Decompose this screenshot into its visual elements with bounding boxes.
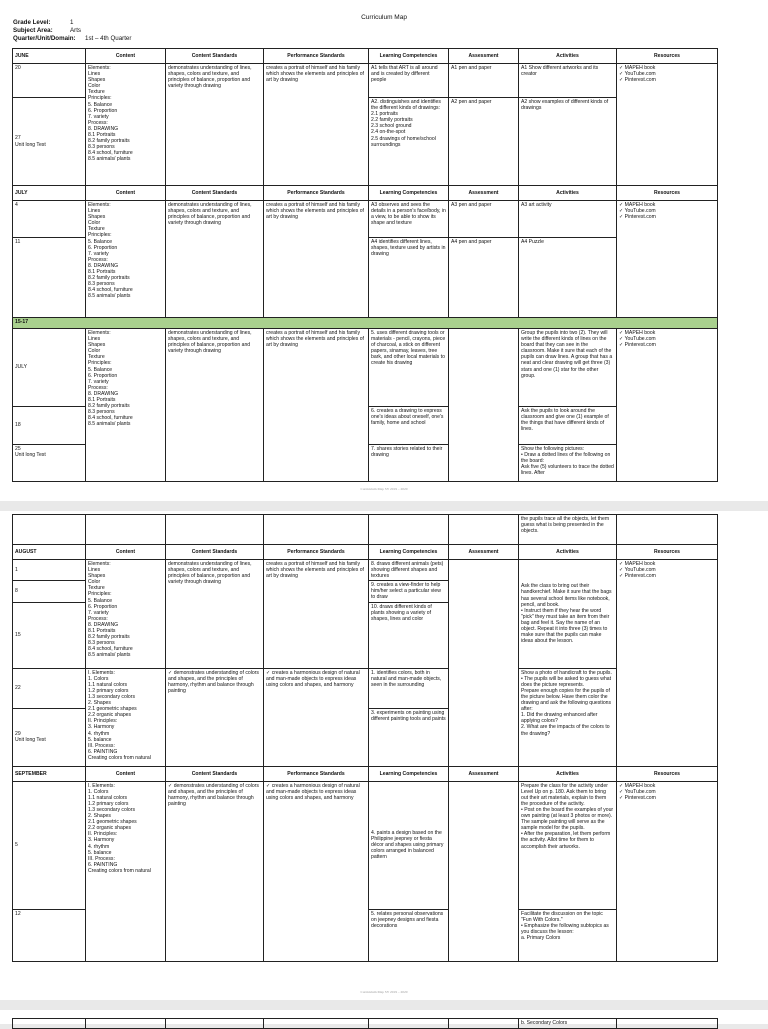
check-icon: ✓ [168,669,174,676]
grade-level: Grade Level: 1 [13,19,74,26]
standards-cell: demonstrates understanding of lines, shapes, colors and texture, and principles of balance, proportion and variety through drawing [166,560,264,669]
resource-pinterest: ✓ Pinterest.com [619,794,656,801]
competency-cell: 5. relates personal observations on jeepney designs and fiesta decorations [369,909,449,961]
standards-cell: ✓ demonstrates understanding of colors and shapes, and the principles of harmony, rhythm and balance through painting [166,668,264,766]
date-cell: 11 [13,238,86,318]
subject-area: Subject Area: Arts [13,27,82,34]
content-cell: Elements: Lines Shapes Color Texture Principles: 5. Balance 6. Proportion 7. variety Process: 8. DRAWING 8.1 Portraits 8.2 family portraits 8.3 persons 8.4 school, furniture 8.5 animals/ plants [86,201,166,318]
performance-cell: ✓ creates a harmonious design of natural and man-made objects to express ideas using colors and shapes, and harmony [264,668,369,766]
competency-cell: 6. creates a drawing to express one's ideas about oneself, one's family, home and school [369,407,449,445]
assessment-cell: A1 pen and paper [449,64,519,98]
competency-cell: 9. creates a view-finder to help him/her select a particular view to draw [369,581,449,602]
header-resources: Resources [617,545,718,560]
week-band: 15-17 [13,318,718,329]
date-cell: 29 Unit long Test [13,708,86,766]
standards-cell: demonstrates understanding of lines, shapes, colors and texture, and principles of balance, proportion and variety through drawing [166,329,264,482]
resource-pinterest: ✓ Pinterest.com [619,342,656,349]
month-august: AUGUST [13,545,86,560]
activity-cell: Show a photo of handicraft to the pupils. • The pupils will be asked to guess what does the picture represents. Prepare enough copies for the pupils of the picture below. Have them color the drawing and ask the following questions after: 1. Did the drawing enhanced after applying colors? 2. What are the impacts of the colors to the drawing? [519,668,617,766]
resources-cell [617,329,718,482]
activity-cell: Facilitate the discussion on the topic "Fun With Colors." • Emphasize the following subtopics as you discuss the lesson: a. Primary Colors [519,909,617,961]
resources-cell [617,560,718,767]
document-title: Curriculum Map [361,14,407,21]
assessment-cell [449,781,519,961]
content-cell: I. Elements: 1. Colors 1.1 natural colors 1.2 primary colors 1.3 secondary colors 2. Shapes 2.1 geometric shapes 2.2 organic shapes II. Principles: 3. Harmony 4. rhythm 5. balance III. Process: 6. PAINTING Creating colors from natural [86,668,166,766]
resource-mapeh-book: ✓ MAPEH book [619,782,656,789]
header-activities: Activities [519,545,617,560]
header-performance: Performance Standards [264,49,369,64]
competency-cell: 7. shares stories related to their drawing [369,445,449,482]
resource-youtube: ✓ YouTube.com [619,208,656,215]
check-icon: ✓ [168,782,174,789]
performance-cell: creates a portrait of himself and his family which shows the elements and principles of art by drawing [264,560,369,669]
page-footer: Curriculum Map SY 2019 – 2020 [360,487,408,491]
page-footer: Curriculum Map SY 2019 – 2020 [360,990,408,994]
header-assessment: Assessment [449,545,519,560]
competency-cell: 5. uses different drawing tools or materials - pencil, crayons, piece of charcoal, a stick on different papers, sinamay, leaves, tree bark, and other local materials to create his drawing [369,329,449,407]
activity-cell: Group the pupils into two (2). They will write the different kinds of lines on the board that they can see in the classroom. Make it sure that each of the pupils can draw lines. A group that has a neat and clear drawing will get three (3) stars and one (1) star for the other group. [519,329,617,407]
date-cell: 15 [13,602,86,668]
activity-cell: Show the following pictures: • Draw a dotted lines of the following on the board: Ask five (5) volunteers to trace the dotted lines. After [519,445,617,482]
resource-youtube: ✓ YouTube.com [619,336,656,343]
activity-cell: A2 show examples of different kinds of drawings [519,98,617,186]
competency-cell: A4 identifies different lines, shapes, texture used by artists in drawing [369,238,449,318]
header-competencies: Learning Competencies [369,186,449,201]
activity-cell: Prepare the class for the activity under Level Up on p. 180. Ask them to bring out their art materials, explain to them the procedure of the activity. • Post on the board the examples of your own painting (at least 3 photos or more). The sample painting will serve as the sample model for the pupils. • After the preparation, let them perform the activity. Allot time for them to accomplish their artworks. [519,781,617,909]
header-resources: Resources [617,186,718,201]
month-june: JUNE [13,49,86,64]
assessment-cell: A2 pen and paper [449,98,519,186]
date-cell: 25 Unit long Test [13,445,86,482]
quarter-domain: Quarter/Unit/Domain: 1st – 4th Quarter [13,35,132,42]
date-cell: 22 [13,668,86,708]
content-cell: Elements: Lines Shapes Color Texture Principles: 5. Balance 6. Proportion 7. variety Process: 8. DRAWING 8.1 Portraits 8.2 family portraits 8.3 persons 8.4 school, furniture 8.5 animals/ plants [86,329,166,482]
header-competencies: Learning Competencies [369,49,449,64]
resource-mapeh-book: ✓ MAPEH book [619,561,656,567]
activity-cell: A4 Puzzle [519,238,617,318]
performance-cell: creates a portrait of himself and his family which shows the elements and principles of art by drawing [264,201,369,318]
competency-cell: 1. identifies colors, both in natural and man-made objects, seen in the surrounding [369,668,449,708]
competency-cell: A3 observes and sees the details in a person's face/body, in a view, to be able to show its shape and texture [369,201,449,238]
header-activities: Activities [519,49,617,64]
check-icon: ✓ [266,782,272,789]
page-2 [0,511,768,1000]
header-competencies: Learning Competencies [369,766,449,781]
competency-cell: A2. distinguishes and identifies the different kinds of drawings: 2.1 portraits 2.2 family portraits 2.3 school ground 2.4 on-the-spot 2.5 drawings of home/school surroundings [369,98,449,186]
date-cell: 18 [13,407,86,445]
date-cell: 1 [13,560,86,581]
activity-cell: the pupils trace all the objects, let them guess what is being presented in the objects. [519,515,617,545]
resource-pinterest: ✓ Pinterest.com [619,214,656,221]
header-standards: Content Standards [166,186,264,201]
standards-cell: ✓ demonstrates understanding of colors and shapes, and the principles of harmony, rhythm and balance through painting [166,781,264,961]
resource-youtube: ✓ YouTube.com [619,71,656,78]
header-assessment: Assessment [449,49,519,64]
header-performance: Performance Standards [264,766,369,781]
header-content: Content [86,766,166,781]
date-cell: 8 [13,581,86,602]
resource-mapeh-book: ✓ MAPEH book [619,202,656,208]
header-assessment: Assessment [449,186,519,201]
header-performance: Performance Standards [264,545,369,560]
performance-cell: creates a portrait of himself and his family which shows the elements and principles of art by drawing [264,64,369,186]
resource-mapeh-book: ✓ MAPEH book [619,330,656,336]
header-content: Content [86,545,166,560]
resource-pinterest: ✓ Pinterest.com [619,77,656,84]
assessment-cell [449,329,519,482]
date-cell: 12 [13,909,86,961]
month-july: JULY [13,186,86,201]
curriculum-table-page1 [12,48,718,482]
activity-cell: b. Secondary Colors [519,1019,617,1029]
competency-cell: 3. experiments on painting using different painting tools and paints [369,708,449,766]
page-3 [0,1010,768,1024]
resources-cell [617,201,718,318]
header-activities: Activities [519,766,617,781]
standards-cell: demonstrates understanding of lines, shapes, colors and texture, and principles of balance, proportion and variety through drawing [166,64,264,186]
resource-mapeh-book: ✓ MAPEH book [619,65,656,71]
header-content: Content [86,186,166,201]
curriculum-table-page2 [12,514,718,962]
activity-cell: Ask the pupils to look around the classroom and give one (1) example of the things that have different kinds of lines. [519,407,617,445]
date-cell: 20 [13,64,86,98]
performance-cell: creates a portrait of himself and his family which shows the elements and principles of art by drawing [264,329,369,482]
content-cell: Elements: Lines Shapes Color Texture Principles: 5. Balance 6. Proportion 7. variety Process: 8. DRAWING 8.1 Portraits 8.2 family portraits 8.3 persons 8.4 school, furniture 8.5 animals/ plants [86,560,166,669]
date-cell: 5 [13,781,86,909]
header-standards: Content Standards [166,766,264,781]
header-content: Content [86,49,166,64]
header-performance: Performance Standards [264,186,369,201]
header-resources: Resources [617,49,718,64]
resources-cell [617,781,718,961]
header-activities: Activities [519,186,617,201]
performance-cell: ✓ creates a harmonious design of natural and man-made objects to express ideas using colors and shapes, and harmony [264,781,369,961]
header-standards: Content Standards [166,49,264,64]
date-cell: 4 [13,201,86,238]
resources-cell [617,64,718,186]
competency-cell: 4. paints a design based on the Philippine jeepney or fiesta décor and shapes using primary colors arranged in balanced pattern [369,781,449,909]
resource-youtube: ✓ YouTube.com [619,567,656,574]
header-standards: Content Standards [166,545,264,560]
month-september: SEPTEMBER [13,766,86,781]
content-cell: I. Elements: 1. Colors 1.1 natural colors 1.2 primary colors 1.3 secondary colors 2. Shapes 2.1 geometric shapes 2.2 organic shapes II. Principles: 3. Harmony 4. rhythm 5. balance III. Process: 6. PAINTING Creating colors from natural [86,781,166,961]
activity-cell: A3 art activity [519,201,617,238]
assessment-cell: A3 pen and paper [449,201,519,238]
activity-cell: Ask the class to bring out their handkerchief. Make it sure that the bags has several school items like notebook, pencil, and book. • Instruct them if they hear the word "pick" they must take an item from their bag and feel it. Say the name of an object. Repeat it into three (3) times to make sure that the pupils can make ideas about the lesson. [519,560,617,669]
standards-cell: demonstrates understanding of lines, shapes, colors and texture, and principles of balance, proportion and variety through drawing [166,201,264,318]
check-icon: ✓ [266,669,272,676]
date-cell: 27 Unit long Test [13,98,86,186]
header-assessment: Assessment [449,766,519,781]
content-cell: Elements: Lines Shapes Color Texture Principles: 5. Balance 6. Proportion 7. variety Process: 8. DRAWING 8.1 Portraits 8.2 family portraits 8.3 persons 8.4 school, furniture 8.5 animals/ plants [86,64,166,186]
competency-cell: 8. draws different animals (pets) showing different shapes and textures [369,560,449,581]
header-competencies: Learning Competencies [369,545,449,560]
month-july-2: JULY [13,329,86,407]
competency-cell: 10. draws different kinds of plants showing a variety of shapes, lines and color [369,602,449,668]
assessment-cell: A4 pen and paper [449,238,519,318]
activity-cell: A1 Show different artworks and its creator [519,64,617,98]
resource-pinterest: ✓ Pinterest.com [619,573,656,580]
assessment-cell [449,560,519,767]
header-resources: Resources [617,766,718,781]
page-1 [0,0,768,501]
resource-youtube: ✓ YouTube.com [619,788,656,795]
competency-cell: A1 tells that ART is all around and is created by different people [369,64,449,98]
